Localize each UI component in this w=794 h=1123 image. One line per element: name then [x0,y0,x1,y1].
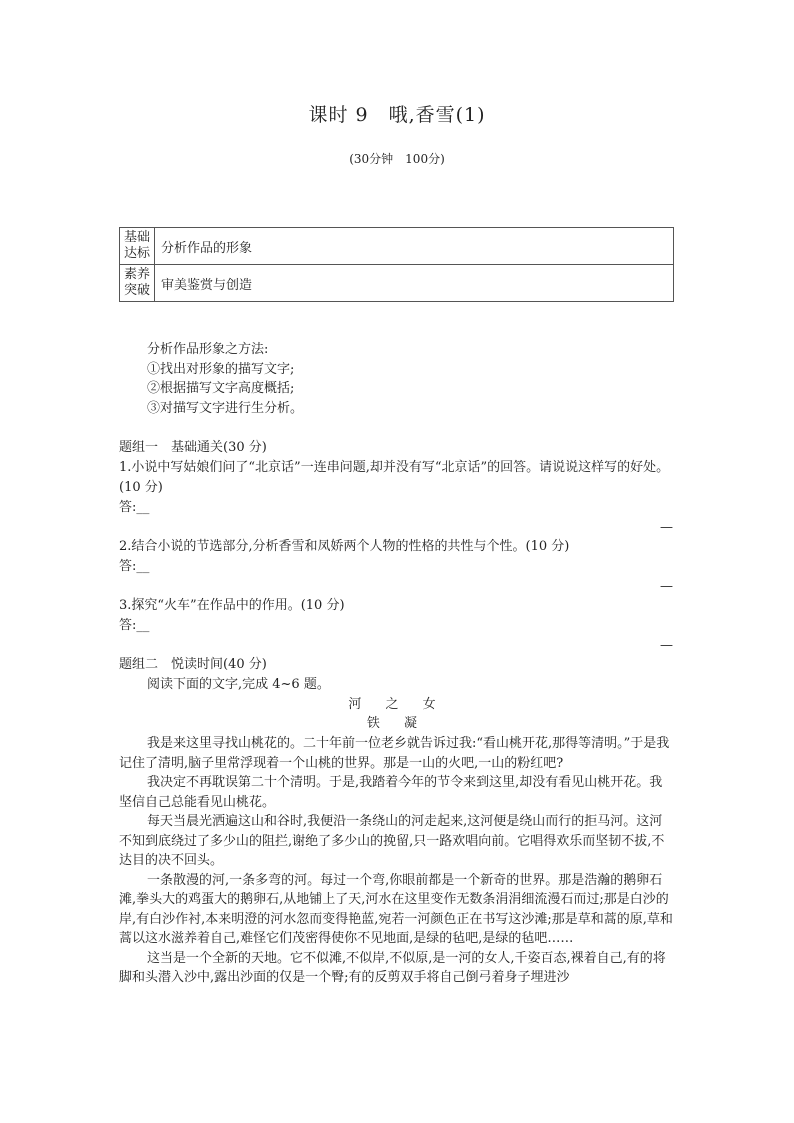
story-paragraph: 我决定不再耽误第二十个清明。于是,我踏着今年的节令来到这里,却没有看见山桃开花。我坚信自己总能看见山桃花。 [119,775,663,810]
method-step: ②根据描写文字高度概括; [147,381,295,396]
story-paragraph: 这当是一个全新的天地。它不似滩,不似岸,不似原,是一河的女人,千姿百态,裸着自己,有的将脚和头潜入沙中,露出沙面的仅是一个臀;有的反剪双手将自己倒弓着身子埋进沙 [119,950,666,985]
answer-line[interactable]: 答:__ [119,618,150,633]
answer-line[interactable]: 答:__ [119,500,150,515]
group2-heading: 题组二 悦读时间(40 分) [119,657,267,672]
answer-end-mark: — [660,638,673,653]
story-paragraph: 每天当晨光洒遍这山和谷时,我便沿一条绕山的河走起来,这河便是绕山而行的拒马河。这河不知到底绕过了多少山的阻拦,谢绝了多少山的挽留,只一路欢唱向前。它唱得欢乐而坚韧不拔,不达目的决不回头。 [119,814,665,868]
answer-line[interactable]: 答:__ [119,559,150,574]
story-paragraph: 我是来这里寻找山桃花的。二十年前一位老乡就告诉过我:“看山桃开花,那得等清明。”于是我记住了清明,脑子里常浮现着一个山桃的世界。那是一山的火吧,一山的粉红吧? [119,736,670,771]
question-1: 1.小说中写姑娘们问了“北京话”一连串问题,却并没有写“北京话”的回答。请说说这样写的好处。(10 分) [119,460,670,495]
story-body [119,734,675,988]
group1-heading: 题组一 基础通关(30 分) [119,440,267,455]
story-paragraph: 一条散漫的河,一条多弯的河。每过一个弯,你眼前都是一个新奇的世界。那是浩瀚的鹅卵石滩,拳头大的鸡蛋大的鹅卵石,从地铺上了天,河水在这里变作无数条涓涓细流漫石而过;那是白沙的岸,有白沙作衬,本来明澄的河水忽而变得艳蓝,宛若一河颜色正在书写这沙滩;那是草和蒿的原,草和蒿以这水滋养着自己,难怪它们茂密得使你不见地面,是绿的毡吧,是绿的毡吧…… [119,872,673,946]
objective-row [120,228,674,265]
story-title: 河 之 女 [348,697,446,712]
story-author: 铁 凝 [366,716,428,731]
answer-end-mark: — [660,520,673,535]
objective-value: 分析作品的形象 [155,228,674,265]
method-heading: 分析作品形象之方法: [147,342,269,357]
objective-key: 基础 达标 [120,228,155,265]
answer-end-mark: — [660,579,673,594]
page-title: 课时 9 哦,香雪(1) [308,104,486,126]
method-box [147,340,703,418]
method-step: ①找出对形象的描写文字; [147,361,295,377]
objective-row [120,265,674,302]
question-3: 3.探究“火车”在作品中的作用。(10 分) [119,598,345,613]
page-subtitle: (30分钟 100分) [349,152,445,166]
objective-key: 素养 突破 [120,265,155,302]
method-step: ③对描写文字进行生分析。 [147,400,304,416]
question-2: 2.结合小说的节选部分,分析香雪和凤娇两个人物的性格的共性与个性。(10 分) [119,539,570,554]
objectives-table [119,227,674,302]
reading-intro: 阅读下面的文字,完成 4~6 题。 [147,677,330,692]
objective-value: 审美鉴赏与创造 [155,265,674,302]
